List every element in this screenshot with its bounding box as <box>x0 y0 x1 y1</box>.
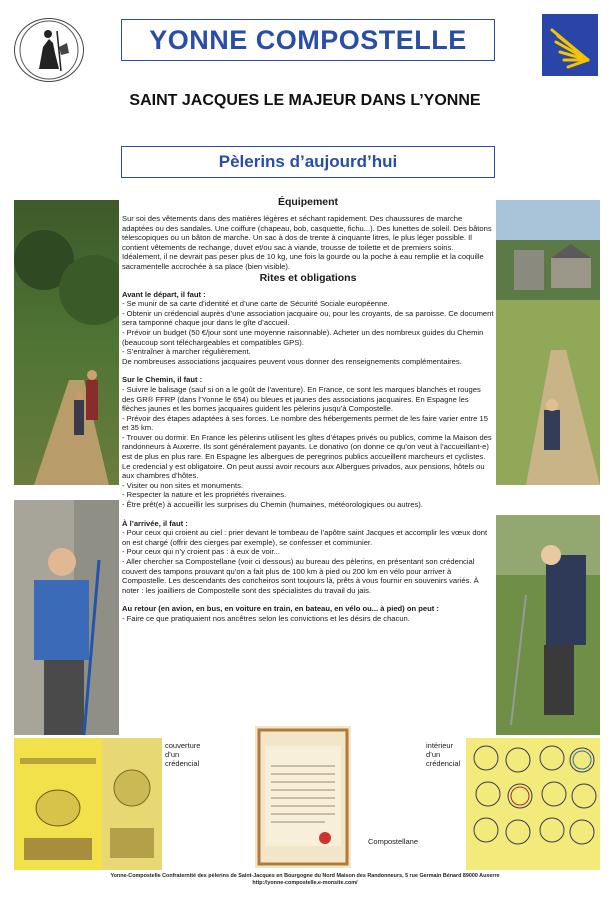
before-line: De nombreuses associations jacquaires peuvent vous donner des renseignements complémentaires. <box>122 356 462 366</box>
before-line: - Se munir de sa carte d’identité et d’une carte de Sécurité Sociale européenne. <box>122 299 390 309</box>
on-the-way-label: Sur le Chemin, il faut : <box>122 375 203 385</box>
caption-cover <box>165 741 200 768</box>
caption-cover-line: d’un <box>165 750 180 759</box>
on-the-way-line: - Respecter la nature et les propriétés riveraines. <box>122 490 287 500</box>
caption-inside <box>426 741 460 768</box>
credencial-cover-image <box>14 738 102 870</box>
caption-inside-line: intérieur <box>426 741 454 750</box>
heading-rites: Rites et obligations <box>259 271 357 284</box>
photo-village-pilgrim <box>496 200 600 485</box>
main-text <box>122 196 494 624</box>
credencial-cover-image-2 <box>102 738 162 870</box>
page-subtitle: SAINT JACQUES LE MAJEUR DANS L’YONNE <box>129 92 481 109</box>
title-box <box>121 19 495 61</box>
section-title: Pèlerins d’aujourd’hui <box>218 152 398 171</box>
caption-cover-line: crédencial <box>165 759 200 768</box>
caption-compostellane: Compostellane <box>368 837 419 846</box>
photo-hikers-trail <box>14 200 119 485</box>
on-the-way-line: - Être prêt(e) à accueillir les surprises du Chemin (humaines, météorologiques ou autres). <box>122 500 423 510</box>
arrival-label: À l’arrivée, il faut : <box>122 518 188 528</box>
shell-emblem <box>542 14 598 76</box>
section-box <box>121 146 495 178</box>
on-the-way-line: - Suivre le balisage (sauf si on a le goût de l’aventure). En France, ce sont les marques blanches et rouges des GR® FFRP (dans l’Yonne le 654) ou bleues et jaunes des associations jacquaires. En Espagne les flèches jaunes et les bornes jacquaires guident les pèlerins jusqu’à Compostelle. <box>122 384 481 414</box>
equipment-text: Sur soi des vêtements dans des matières légères et séchant rapidement. Des chaussures de marche adaptées ou des sandales. Une coiffure (chapeau, bob, casquette, fichu...). Des lunettes de soleil. Des bâtons télescopiques ou un bâton de marche. Un sac à dos de trente à cinquante litres, le plus léger possible. Il contient vêtements de rechange, duvet et/ou sac à viande, trousse de toilette et de premiers soins. Idéalement, il ne devrait pas peser plus de 10 kg, une fois la gourde ou la poche à eau remplie et la coquille sacramentelle accrochée à sa place (bien visible). <box>122 214 492 271</box>
before-line: - Obtenir un crédencial auprès d’une association jacquaire ou, pour les croyants, de sa paroisse. Ce document sera tamponné chaque jour dans le gîte d’accueil. <box>122 308 494 328</box>
heading-equipment: Équipement <box>277 196 339 208</box>
footer-website: http://yonne-compostelle.e-monsite.com/ <box>252 880 358 887</box>
caption-cover-line: couverture <box>165 741 201 750</box>
before-line: - S’entraîner à marcher régulièrement. <box>122 347 251 357</box>
caption-inside-line: d’un <box>426 750 441 759</box>
on-the-way-line: - Trouver ou dormir. En France les pèlerins utilisent les gîtes d’étapes privés ou publics, comme la Maison des randonneurs à Auxerre. Ils sont généralement payants. Le donativo (on donne ce qu’on veut à l’accueillant-e) est de plus en plus rare. En Espagne les albergues de peregrinos publics accueillent marcheurs et cyclistes. Le credencial y est obligatoire. On peut aussi avoir recours aux Albergues privados, aux pensions, hôtels ou aux chambres d’hôtes. <box>122 432 492 481</box>
pilgrim-logo-icon <box>15 19 83 81</box>
caption-inside-line: crédencial <box>426 759 461 768</box>
arrival-line: - Aller chercher sa Compostellane (voir ci dessous) au bureau des pèlerins, en présentant son crédencial couvert des tampons prouvant qu’on a fait plus de 100 km à pied ou 200 km en vélo pour arriver à Compostelle. Les descendants des concheiros sont toujours là, prêts à vous fournir en souvenirs variés. À noter : les joailliers de Compostelle sont des spécialistes du travail du jais. <box>122 557 479 595</box>
footer <box>0 873 610 887</box>
before-line: - Prévoir un budget (50 €/jour sont une moyenne raisonnable). Acheter un des nombreux guides du Chemin (beaucoup sont téléchargeables et compatibles GPS). <box>122 327 484 347</box>
on-the-way-line: - Visiter ou non sites et monuments. <box>122 480 243 490</box>
return-label: Au retour (en avion, en bus, en voiture en train, en bateau, en vélo ou... à pied) on peut : <box>122 604 439 614</box>
on-the-way-line: - Prévoir des étapes adaptées à ses forces. Le nombre des hébergements permet de les faire varier entre 15 et 35 km. <box>122 413 488 433</box>
before-label: Avant le départ, il faut : <box>122 289 206 299</box>
return-line: - Faire ce que pratiquaient nos ancêtres selon les convictions et les désirs de chacun. <box>122 613 410 623</box>
association-logo <box>14 18 84 82</box>
scallop-shell-icon <box>542 14 598 76</box>
credencial-inside-image <box>466 738 600 870</box>
footer-address: Yonne-Compostelle Confraternité des pèlerins de Saint-Jacques en Bourgogne du Nord Maison des Randonneurs, 5 rue Germain Bénard 89000 Auxerre <box>110 873 500 879</box>
photo-pilgrim-drinking <box>496 515 600 735</box>
page-title: YONNE COMPOSTELLE <box>149 24 467 55</box>
arrival-line: - Pour ceux qui croient au ciel : prier devant le tombeau de l’apôtre saint Jacques et accomplir les vœux dont on est chargé (offrir des cierges par exemple), se confesser et communier. <box>122 528 488 547</box>
arrival-line: - Pour ceux qui n’y croient pas : à eux de voir... <box>122 547 280 557</box>
photo-pilgrim-portrait <box>14 500 119 735</box>
compostellane-image <box>255 726 351 868</box>
